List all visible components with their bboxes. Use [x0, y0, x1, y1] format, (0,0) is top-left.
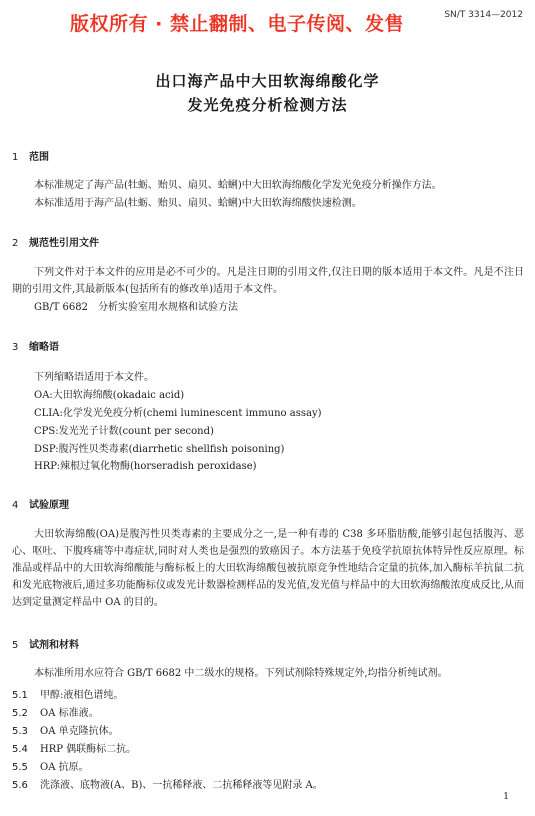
section-title: 规范性引用文件 — [29, 238, 99, 249]
section-1-paragraph: 本标准适用于海产品(牡蛎、贻贝、扇贝、蛤蜊)中大田软海绵酸快速检测。 — [34, 198, 362, 209]
abbreviation-item: CLIA:化学发光免疫分析(chemi luminescent immuno assay) — [34, 408, 322, 419]
section-number: 5 — [12, 640, 19, 651]
section-4-paragraph: 大田软海绵酸(OA)是腹泻性贝类毒素的主要成分之一,是一种有毒的 C38 多环脂肪酸,能够引起包括腹泻、恶心、呕吐、下腹疼痛等中毒症状,同时对人类也是强烈的致癌因子。本方法基于免疫学抗原抗体特异性反应原理。标准品或样品中的大田软海绵酸能与酶标板上的大田软海绵酸包被抗原竞争性地结合定量的抗体,加入酶标羊抗鼠二抗和发光底物液后,通过多功能酶标仪或发光计数器检测样品的发光值,发光值与样品中的大田软海绵酸浓度成反比,从而达到定量测定样品中 OA 的目的。 — [12, 529, 524, 608]
clause-number: 5.3 — [12, 726, 28, 737]
section-3-intro: 下列缩略语适用于本文件。 — [34, 372, 154, 383]
page-number: 1 — [503, 792, 509, 802]
normative-reference: GB/T 6682 分析实验室用水规格和试验方法 — [34, 302, 239, 313]
reagent-item — [12, 704, 99, 719]
clause-text: OA 标准液。 — [40, 708, 99, 719]
clause-text: 洗涤液、底物液(A、B)、一抗稀释液、二抗稀释液等见附录 A。 — [40, 780, 323, 791]
clause-number: 5.2 — [12, 708, 28, 719]
clause-text: OA 单克隆抗体。 — [40, 726, 119, 737]
reagent-item — [12, 776, 323, 791]
section-1-heading — [12, 148, 49, 163]
reagent-item — [12, 758, 89, 773]
copyright-watermark: 版权所有 · 禁止翻制、电子传阅、发售 — [70, 13, 404, 35]
section-title: 缩略语 — [29, 342, 59, 353]
abbreviation-item: CPS:发光光子计数(count per second) — [34, 426, 214, 437]
abbreviation-item: DSP:腹泻性贝类毒素(diarrhetic shellfish poisoning) — [34, 444, 285, 455]
section-number: 2 — [12, 238, 19, 249]
clause-number: 5.4 — [12, 744, 28, 755]
document-title-line-1: 出口海产品中大田软海绵酸化学 — [155, 72, 380, 90]
section-5-intro: 本标准所用水应符合 GB/T 6682 中二级水的规格。下列试剂除特殊规定外,均指分析纯试剂。 — [34, 668, 448, 679]
standard-number: SN/T 3314—2012 — [444, 10, 523, 20]
reagent-item — [12, 722, 119, 737]
section-number: 4 — [12, 500, 19, 511]
section-title: 试验原理 — [29, 500, 69, 511]
document-title-line-2: 发光免疫分析检测方法 — [187, 96, 348, 114]
clause-number: 5.5 — [12, 762, 28, 773]
section-2-heading — [12, 234, 99, 249]
section-4-heading — [12, 496, 69, 511]
reagent-item — [12, 686, 123, 701]
clause-text: OA 抗原。 — [40, 762, 89, 773]
section-2-paragraph: 下列文件对于本文件的应用是必不可少的。凡是注日期的引用文件,仅注日期的版本适用于本文件。凡是不注日期的引用文件,其最新版本(包括所有的修改单)适用于本文件。 — [12, 267, 524, 295]
reagent-item — [12, 740, 136, 755]
abbreviation-item: HRP:辣根过氧化物酶(horseradish peroxidase) — [34, 461, 257, 472]
section-number: 3 — [12, 342, 19, 353]
section-number: 1 — [12, 152, 19, 163]
section-5-heading — [12, 636, 79, 651]
section-title: 范围 — [29, 152, 49, 163]
clause-number: 5.6 — [12, 780, 28, 791]
clause-text: HRP 偶联酶标二抗。 — [40, 744, 137, 755]
section-1-paragraph: 本标准规定了海产品(牡蛎、贻贝、扇贝、蛤蜊)中大田软海绵酸化学发光免疫分析操作方法。 — [34, 180, 442, 191]
abbreviation-item: OA:大田软海绵酸(okadaic acid) — [34, 390, 185, 401]
section-3-heading — [12, 338, 59, 353]
section-title: 试剂和材料 — [29, 640, 79, 651]
clause-number: 5.1 — [12, 690, 28, 701]
clause-text: 甲醇:液相色谱纯。 — [40, 690, 124, 701]
